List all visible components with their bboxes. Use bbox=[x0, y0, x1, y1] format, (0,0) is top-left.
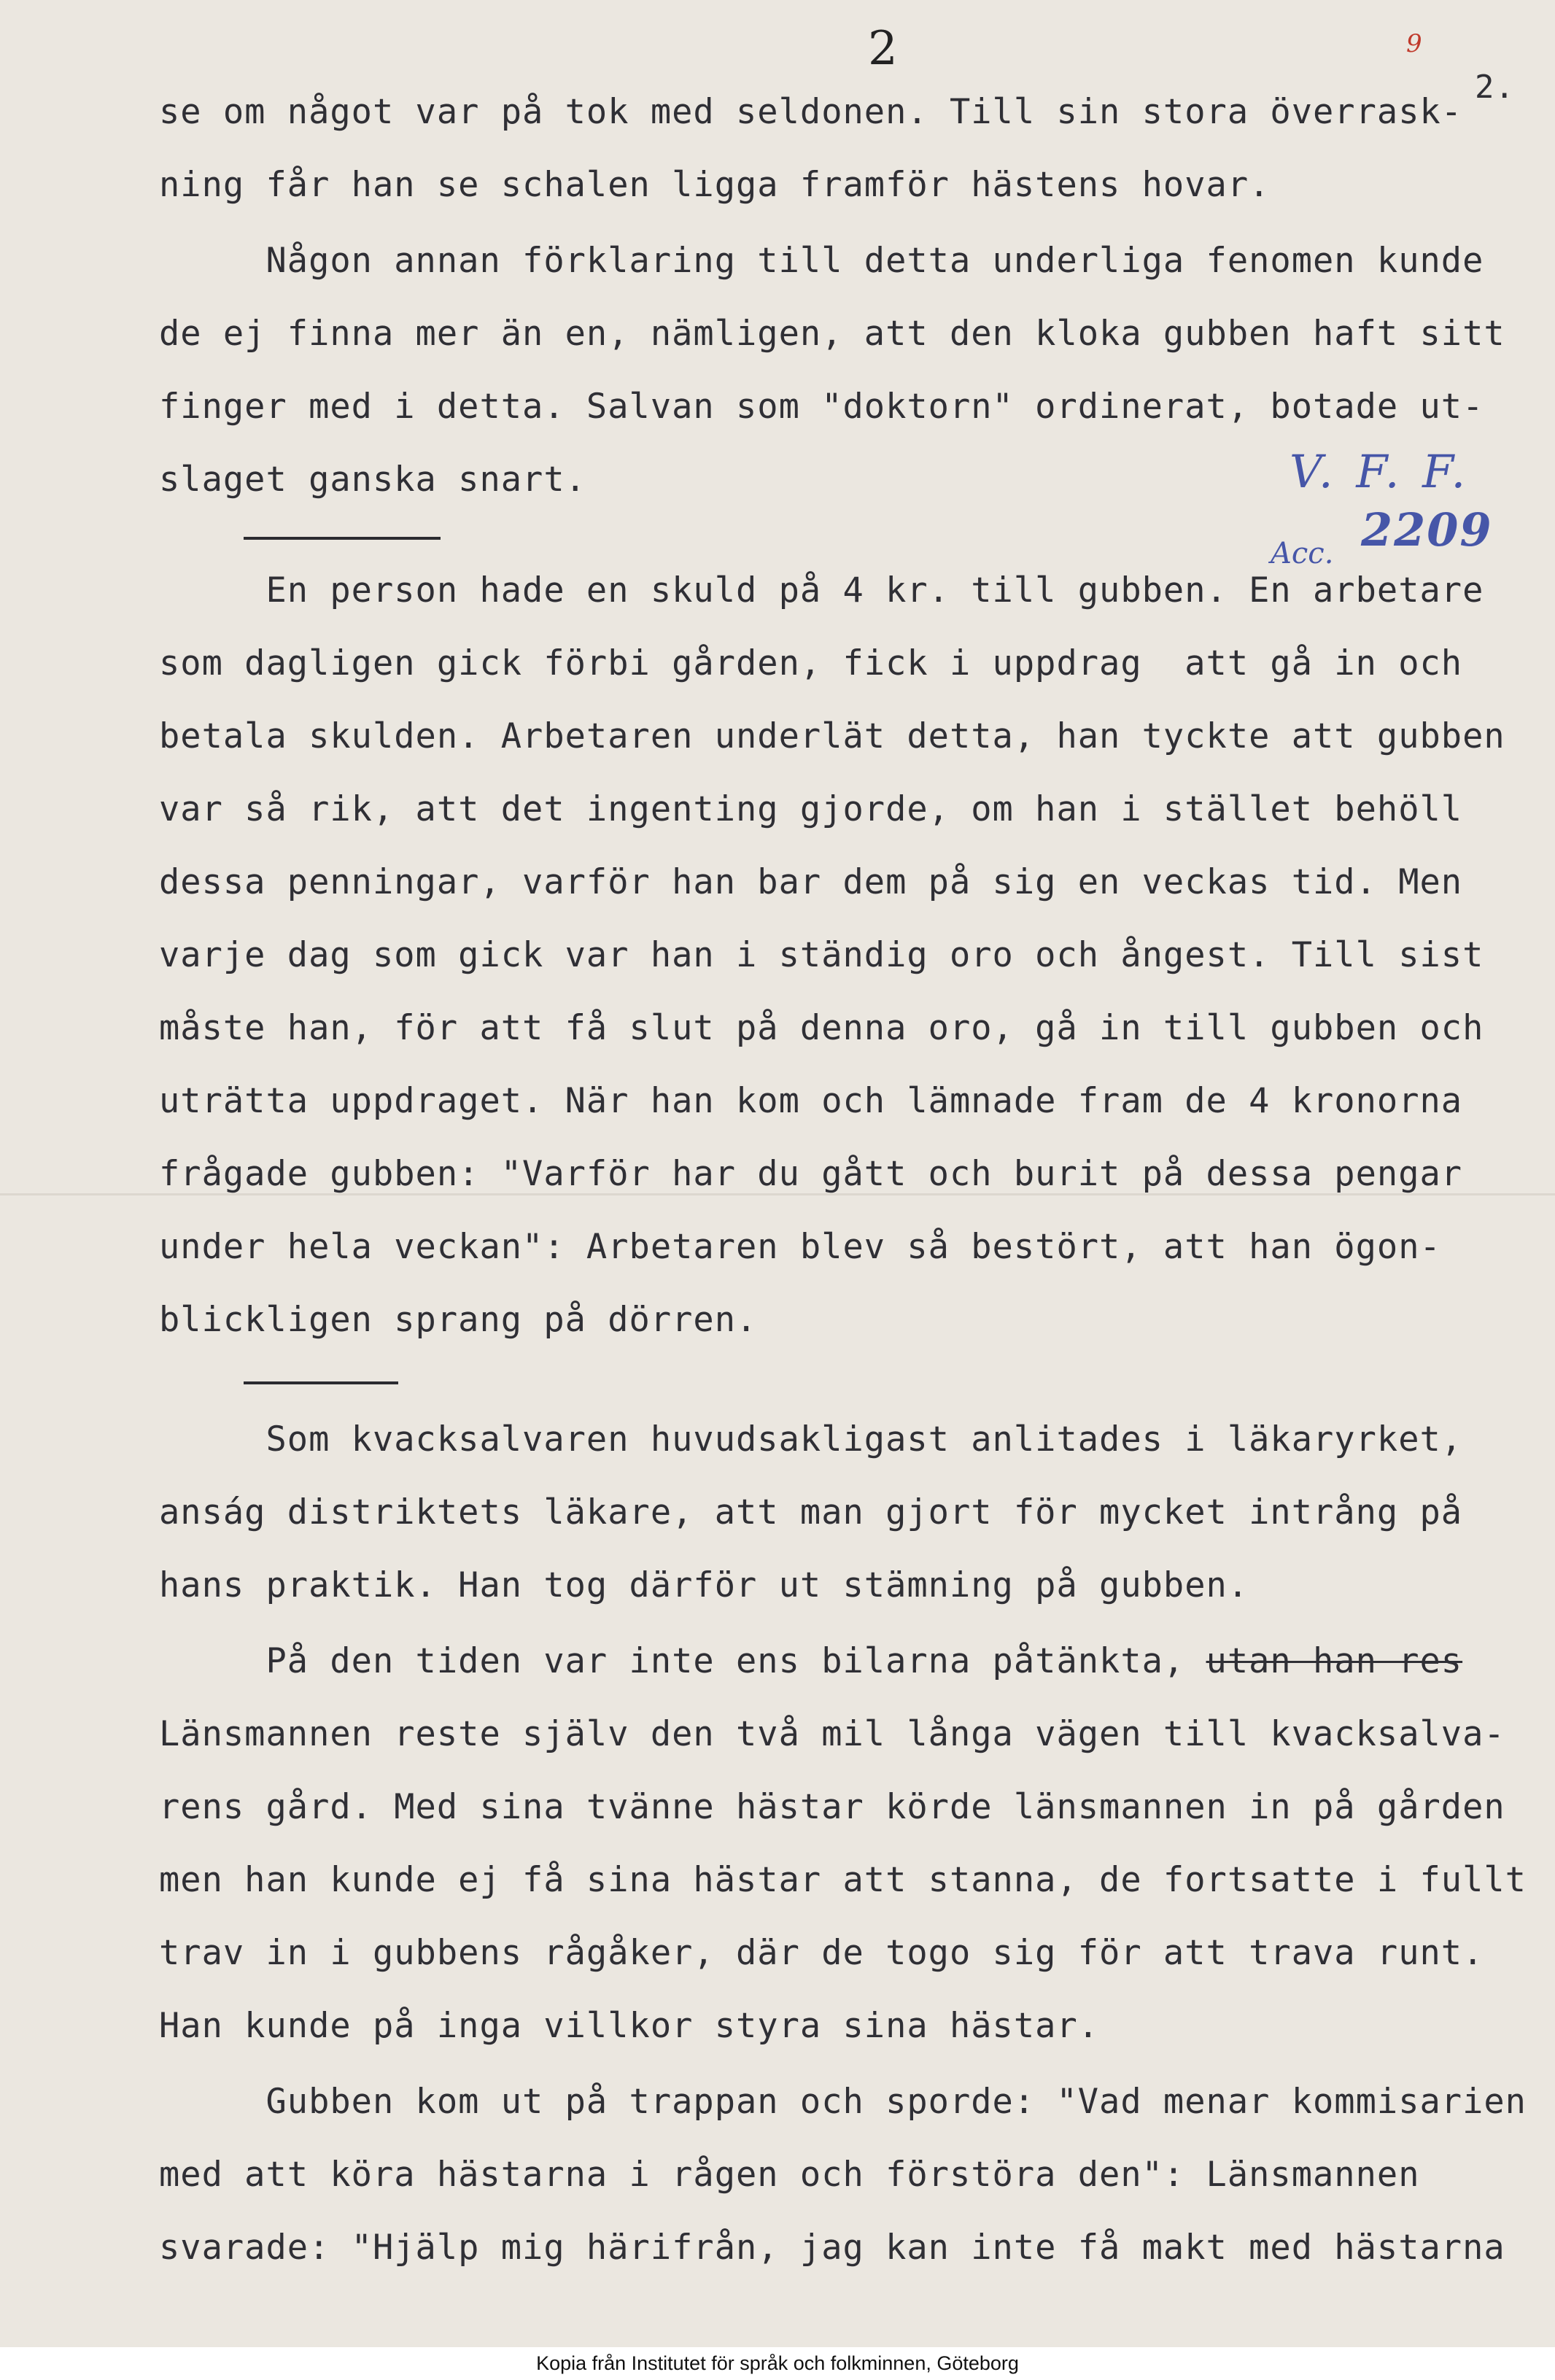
text-line-19: anság distriktets läkare, att man gjort för mycket intrång på bbox=[159, 1492, 1463, 1532]
red-page-mark: 9 bbox=[1406, 29, 1422, 58]
handwritten-page-number: 2 bbox=[868, 22, 898, 76]
text-line-7: En person hade en skuld på 4 kr. till gubben. En arbetare bbox=[159, 570, 1484, 610]
text-line-14: uträtta uppdraget. När han kom och lämnade fram de 4 kronorna bbox=[159, 1081, 1463, 1121]
archive-stamp-acc-number: 2209 bbox=[1361, 503, 1493, 557]
text-line-20: hans praktik. Han tog därför ut stämning på gubben. bbox=[159, 1565, 1249, 1605]
text-line-9: betala skulden. Arbetaren underlät detta, han tyckte att gubben bbox=[159, 716, 1505, 756]
text-line-15: frågade gubben: "Varför har du gått och burit på dessa pengar bbox=[159, 1154, 1463, 1194]
typed-page-number: 2. bbox=[1475, 69, 1515, 106]
text-line-24: men han kunde ej få sina hästar att stanna, de fortsatte i fullt bbox=[159, 1860, 1527, 1900]
text-line-25: trav in i gubbens rågåker, där de togo sig för att trava runt. bbox=[159, 1933, 1484, 1973]
section-divider bbox=[244, 537, 441, 540]
text-line-10: var så rik, att det ingenting gjorde, om han i stället behöll bbox=[159, 789, 1463, 829]
struck-out-text: utan han res bbox=[1206, 1641, 1463, 1681]
text-line-27: Gubben kom ut på trappan och sporde: "Vad menar kommisarien bbox=[159, 2082, 1527, 2122]
text-line-13: måste han, för att få slut på denna oro, gå in till gubben och bbox=[159, 1008, 1484, 1048]
text-line-22: Länsmannen reste själv den två mil långa vägen till kvacksalva- bbox=[159, 1714, 1505, 1754]
text-line-29: svarade: "Hjälp mig härifrån, jag kan inte få makt med hästarna bbox=[159, 2228, 1505, 2268]
text-line-11: dessa penningar, varför han bar dem på sig en veckas tid. Men bbox=[159, 862, 1463, 902]
text-line-2: ning får han se schalen ligga framför hästens hovar. bbox=[159, 165, 1271, 205]
archive-stamp-acc-label: Acc. bbox=[1271, 537, 1334, 570]
archive-stamp-collection: V. F. F. bbox=[1290, 445, 1470, 498]
section-divider bbox=[244, 1381, 398, 1384]
text-line-18: Som kvacksalvaren huvudsakligast anlitades i läkaryrket, bbox=[159, 1419, 1463, 1460]
archive-credit: Kopia från Institutet för språk och folkminnen, Göteborg bbox=[536, 2352, 1019, 2374]
text-line-23: rens gård. Med sina tvänne hästar körde länsmannen in på gården bbox=[159, 1787, 1505, 1827]
text-line-3: Någon annan förklaring till detta underliga fenomen kunde bbox=[159, 241, 1484, 281]
text-line-8: som dagligen gick förbi gården, fick i uppdrag att gå in och bbox=[159, 643, 1463, 683]
text-line-4: de ej finna mer än en, nämligen, att den kloka gubben haft sitt bbox=[159, 314, 1505, 354]
text-line-12: varje dag som gick var han i ständig oro och ångest. Till sist bbox=[159, 935, 1484, 975]
text-line-1: se om något var på tok med seldonen. Till sin stora överrask- bbox=[159, 92, 1463, 132]
text-line-5: finger med i detta. Salvan som "doktorn" ordinerat, botade ut- bbox=[159, 387, 1484, 427]
text-line-28: med att köra hästarna i rågen och förstöra den": Länsmannen bbox=[159, 2155, 1420, 2195]
text-line-16: under hela veckan": Arbetaren blev så bestört, att han ögon- bbox=[159, 1227, 1441, 1267]
text-line-21-main: På den tiden var inte ens bilarna påtänkta, bbox=[159, 1641, 1185, 1681]
text-line-6: slaget ganska snart. bbox=[159, 460, 586, 500]
text-line-17: blickligen sprang på dörren. bbox=[159, 1300, 758, 1340]
text-line-26: Han kunde på inga villkor styra sina hästar. bbox=[159, 2006, 1100, 2046]
text-line-21 bbox=[159, 1640, 1462, 1683]
